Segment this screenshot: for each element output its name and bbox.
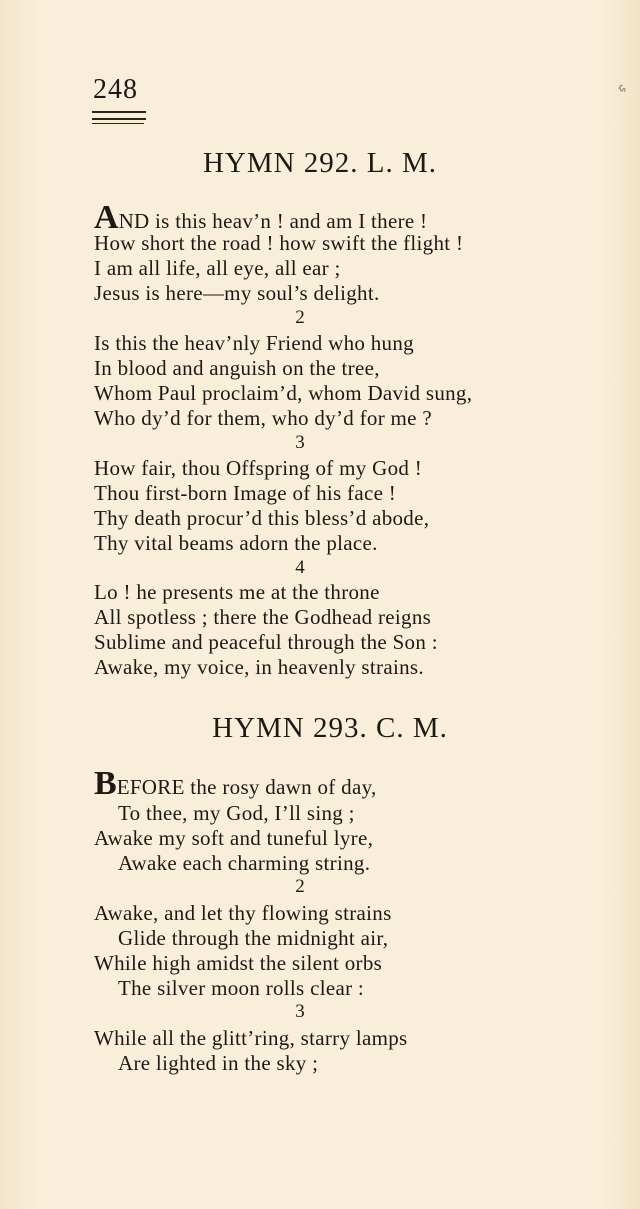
verse-number: 2 — [295, 876, 305, 897]
hymn-line: How fair, thou Offspring of my God ! — [94, 456, 423, 480]
hymn-line: Jesus is here—my soul’s delight. — [94, 281, 380, 305]
hymn-line: Thou first-born Image of his face ! — [94, 481, 397, 505]
hymn-title: HYMN 292. L. M. — [202, 147, 438, 179]
header-rule — [92, 123, 144, 124]
verse-number: 3 — [295, 432, 305, 453]
hymn-line: In blood and anguish on the tree, — [94, 356, 380, 380]
header-rule — [92, 111, 146, 113]
hymn-line: How short the road ! how swift the flight ! — [94, 231, 464, 255]
hymn-title: HYMN 293. C. M. — [212, 712, 448, 744]
first-line-text: EFORE the rosy dawn of day, — [116, 775, 377, 799]
hymn-line: Whom Paul proclaim’d, whom David sung, — [94, 381, 473, 405]
verse-number: 2 — [295, 307, 305, 328]
hymn-line: While high amidst the silent orbs — [94, 951, 383, 975]
hymn-line: Lo ! he presents me at the throne — [94, 580, 380, 604]
hymn-line — [94, 767, 377, 801]
hymn-line: To thee, my God, I’ll sing ; — [118, 801, 355, 825]
hymn-line: All spotless ; there the Godhead reigns — [94, 605, 432, 629]
page-number: 248 — [93, 74, 138, 105]
drop-cap: A — [94, 199, 119, 236]
hymn-line: Awake my soft and tuneful lyre, — [94, 826, 374, 850]
header-rule — [92, 118, 146, 120]
verse-number: 4 — [295, 557, 305, 578]
hymn-line: I am all life, all eye, all ear ; — [94, 256, 341, 280]
hymn-line: Awake, my voice, in heavenly strains. — [94, 655, 424, 679]
hymn-line: Awake each charming string. — [118, 851, 371, 875]
hymn-line: Glide through the midnight air, — [118, 926, 389, 950]
verse-number: 3 — [295, 1001, 305, 1022]
hymn-line — [94, 201, 427, 235]
hymn-line: Are lighted in the sky ; — [118, 1051, 319, 1075]
hymn-line: Sublime and peaceful through the Son : — [94, 630, 438, 654]
hymn-line: Thy death procur’d this bless’d abode, — [94, 506, 430, 530]
hymn-line: While all the glitt’ring, starry lamps — [94, 1026, 408, 1050]
hymn-line: The silver moon rolls clear : — [118, 976, 365, 1000]
first-line-text: ND is this heav’n ! and am I there ! — [118, 209, 428, 233]
hymn-line: Awake, and let thy flowing strains — [94, 901, 392, 925]
hymn-line: Is this the heav’nly Friend who hung — [94, 331, 414, 355]
drop-cap: B — [94, 765, 117, 802]
margin-mark: ي — [618, 84, 630, 93]
hymn-line: Who dy’d for them, who dy’d for me ? — [94, 406, 432, 430]
hymn-line: Thy vital beams adorn the place. — [94, 531, 378, 555]
